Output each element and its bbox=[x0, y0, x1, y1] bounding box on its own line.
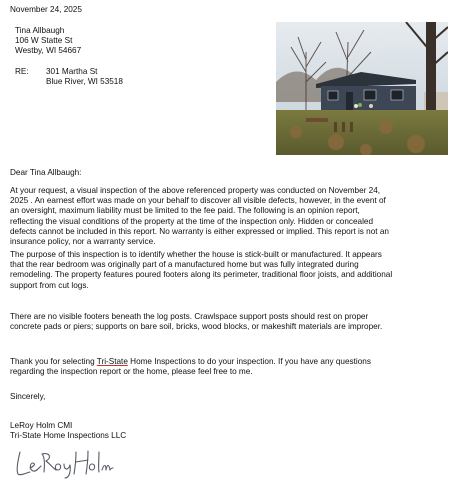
paragraph-line: remodeling. The property features poured footers along its perimeter, traditional floor joists, and additional bbox=[10, 270, 393, 280]
paragraph-line: concrete pads or piers; supports on bare soil, bricks, wood blocks, or makeshift materials are improper. bbox=[10, 322, 383, 332]
property-photo bbox=[276, 22, 448, 155]
paragraph-3 bbox=[10, 312, 458, 332]
paragraph-line: support from cut logs. bbox=[10, 280, 89, 290]
closing: Sincerely, bbox=[10, 392, 46, 401]
paragraph-line: an oversight, maximum liability must be limited to the fee paid. The following is an opinion report, bbox=[10, 206, 360, 216]
house-photo-image bbox=[276, 22, 448, 155]
paragraph-line: There are no visible footers beneath the log posts. Crawlspace support posts should rest on proper bbox=[10, 312, 369, 321]
recipient-name: Tina Allbaugh bbox=[15, 26, 65, 35]
paragraph-line: reflecting the visual conditions of the property at the time of the inspection only. Hidden or concealed bbox=[10, 216, 374, 226]
company-name-link[interactable]: Tri-State bbox=[96, 357, 128, 366]
signature-image bbox=[14, 446, 114, 480]
letter-date: November 24, 2025 bbox=[10, 5, 82, 14]
recipient-address bbox=[15, 26, 81, 57]
paragraph-line: regarding the inspection report or the home, please feel free to me. bbox=[10, 367, 253, 377]
paragraph-line: At your request, a visual inspection of the above referenced property was conducted on November 24, bbox=[10, 186, 381, 195]
signer-block bbox=[10, 421, 126, 441]
paragraph-line: 2025 . An earnest effort was made on your behalf to discover all visible defects, however, in the event of bbox=[10, 196, 386, 206]
paragraph-line bbox=[10, 357, 458, 367]
salutation: Dear Tina Allbaugh: bbox=[10, 168, 82, 177]
paragraph-line: that the rear bedroom was originally part of a manufactured home but was fully integrated during bbox=[10, 260, 359, 270]
paragraph-line: insurance policy, nor a warranty service. bbox=[10, 237, 156, 247]
property-city: Blue River, WI 53518 bbox=[46, 77, 123, 87]
recipient-street: 106 W Statte St bbox=[15, 36, 73, 46]
paragraph-4 bbox=[10, 357, 458, 377]
recipient-city: Westby, WI 54667 bbox=[15, 46, 82, 56]
signer-name: LeRoy Holm CMI bbox=[10, 421, 73, 430]
paragraph-line: The purpose of this inspection is to identify whether the house is stick-built or manufactured. It appears bbox=[10, 250, 382, 259]
text-segment: Thank you for selecting bbox=[10, 357, 97, 366]
paragraph-2 bbox=[10, 250, 458, 291]
text-segment: Home Inspections to do your inspection. If you have any questions bbox=[127, 357, 371, 366]
paragraph-1 bbox=[10, 186, 458, 247]
property-street: 301 Martha St bbox=[46, 67, 98, 76]
paragraph-line: defects cannot be included in this report. No warranty is either expressed or implied. This report is not an bbox=[10, 226, 389, 236]
signer-company: Tri-State Home Inspections LLC bbox=[10, 431, 127, 441]
property-address bbox=[46, 67, 123, 87]
handwritten-signature bbox=[14, 446, 114, 480]
re-label: RE: bbox=[15, 67, 29, 76]
